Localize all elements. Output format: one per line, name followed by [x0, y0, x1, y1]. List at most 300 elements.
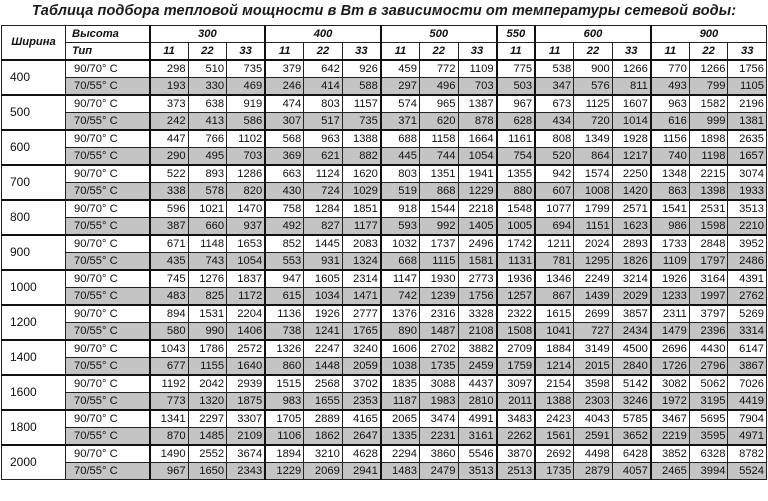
value-cell: 3164 — [689, 270, 728, 288]
value-cell: 522 — [150, 165, 189, 183]
value-cell: 1054 — [458, 148, 497, 166]
value-cell: 3474 — [419, 410, 458, 428]
value-cell: 1102 — [227, 130, 266, 148]
value-cell: 2218 — [458, 200, 497, 218]
value-cell: 1733 — [651, 235, 690, 253]
value-cell: 1387 — [458, 95, 497, 113]
table-row — [2, 463, 767, 480]
value-cell: 4991 — [458, 410, 497, 428]
value-cell: 387 — [150, 218, 189, 236]
value-cell: 1483 — [381, 463, 420, 480]
value-cell: 967 — [150, 463, 189, 480]
table-row — [2, 288, 767, 306]
value-cell: 1109 — [651, 253, 690, 271]
value-cell: 1926 — [651, 270, 690, 288]
value-cell: 999 — [689, 113, 728, 131]
value-cell: 1324 — [342, 253, 381, 271]
type-header-cell: 11 — [497, 43, 536, 61]
value-cell: 492 — [265, 218, 304, 236]
value-cell: 673 — [535, 95, 574, 113]
value-cell: 947 — [265, 270, 304, 288]
type-header-cell: 22 — [574, 43, 613, 61]
value-cell: 2777 — [342, 305, 381, 323]
value-cell: 2059 — [342, 358, 381, 376]
value-cell: 2568 — [304, 375, 343, 393]
value-cell: 1198 — [689, 148, 728, 166]
value-cell: 735 — [227, 60, 266, 78]
table-row — [2, 113, 767, 131]
temperature-label: 70/55° С — [66, 358, 150, 376]
value-cell: 3074 — [728, 165, 767, 183]
table-row — [2, 393, 767, 411]
value-cell: 1148 — [188, 235, 227, 253]
value-cell: 1192 — [150, 375, 189, 393]
value-cell: 1341 — [150, 410, 189, 428]
value-cell: 347 — [535, 78, 574, 96]
value-cell: 2396 — [689, 323, 728, 341]
width-cell: 1600 — [2, 375, 66, 410]
value-cell: 1544 — [419, 200, 458, 218]
temperature-label: 90/70° С — [66, 200, 150, 218]
value-cell: 2294 — [381, 445, 420, 463]
value-cell: 574 — [381, 95, 420, 113]
width-cell: 1400 — [2, 340, 66, 375]
value-cell: 852 — [265, 235, 304, 253]
value-cell: 338 — [150, 183, 189, 201]
value-cell: 878 — [458, 113, 497, 131]
value-cell: 1172 — [227, 288, 266, 306]
value-cell: 445 — [381, 148, 420, 166]
value-cell: 3513 — [458, 463, 497, 480]
value-cell: 1177 — [342, 218, 381, 236]
value-cell: 863 — [651, 183, 690, 201]
value-cell: 8782 — [728, 445, 767, 463]
value-cell: 740 — [651, 148, 690, 166]
value-cell: 3307 — [227, 410, 266, 428]
width-cell: 900 — [2, 235, 66, 270]
value-cell: 1797 — [689, 253, 728, 271]
width-cell: 1800 — [2, 410, 66, 445]
temperature-label: 90/70° С — [66, 270, 150, 288]
table-row — [2, 130, 767, 148]
value-cell: 1398 — [689, 183, 728, 201]
type-header-cell: 22 — [188, 43, 227, 61]
table-row — [2, 375, 767, 393]
value-cell: 803 — [304, 95, 343, 113]
value-cell: 918 — [381, 200, 420, 218]
value-cell: 2486 — [728, 253, 767, 271]
value-cell: 2434 — [612, 323, 651, 341]
value-cell: 459 — [381, 60, 420, 78]
value-cell: 469 — [227, 78, 266, 96]
width-cell: 2000 — [2, 445, 66, 480]
value-cell: 1187 — [381, 393, 420, 411]
table-row — [2, 253, 767, 271]
value-cell: 1233 — [651, 288, 690, 306]
value-cell: 1705 — [265, 410, 304, 428]
value-cell: 1041 — [535, 323, 574, 341]
value-cell: 1014 — [612, 113, 651, 131]
value-cell: 3674 — [227, 445, 266, 463]
value-cell: 1928 — [612, 130, 651, 148]
value-cell: 1239 — [419, 288, 458, 306]
value-cell: 2879 — [574, 463, 613, 480]
value-cell: 1487 — [419, 323, 458, 341]
value-cell: 2353 — [342, 393, 381, 411]
value-cell: 825 — [188, 288, 227, 306]
value-cell: 882 — [342, 148, 381, 166]
value-cell: 430 — [265, 183, 304, 201]
value-cell: 1266 — [612, 60, 651, 78]
value-cell: 727 — [574, 323, 613, 341]
value-cell: 3952 — [728, 235, 767, 253]
value-cell: 2773 — [458, 270, 497, 288]
value-cell: 3867 — [728, 358, 767, 376]
height-header-550: 550 — [497, 26, 536, 43]
value-cell: 1851 — [342, 200, 381, 218]
value-cell: 413 — [188, 113, 227, 131]
value-cell: 496 — [419, 78, 458, 96]
value-cell: 2215 — [689, 165, 728, 183]
value-cell: 1388 — [535, 393, 574, 411]
value-cell: 3161 — [458, 428, 497, 446]
table-row — [2, 358, 767, 376]
value-cell: 2262 — [497, 428, 536, 446]
value-cell: 1581 — [458, 253, 497, 271]
value-cell: 2647 — [342, 428, 381, 446]
value-cell: 1054 — [227, 253, 266, 271]
value-cell: 663 — [265, 165, 304, 183]
value-cell: 2496 — [458, 235, 497, 253]
temperature-label: 90/70° С — [66, 235, 150, 253]
value-cell: 1541 — [651, 200, 690, 218]
value-cell: 2314 — [342, 270, 381, 288]
value-cell: 1972 — [651, 393, 690, 411]
value-cell: 1862 — [304, 428, 343, 446]
temperature-label: 90/70° С — [66, 410, 150, 428]
value-cell: 620 — [419, 113, 458, 131]
value-cell: 1376 — [381, 305, 420, 323]
value-cell: 1157 — [342, 95, 381, 113]
value-cell: 2196 — [728, 95, 767, 113]
value-cell: 1508 — [497, 323, 536, 341]
value-cell: 1756 — [728, 60, 767, 78]
table-header — [2, 26, 767, 61]
temperature-label: 70/55° С — [66, 428, 150, 446]
value-cell: 3210 — [304, 445, 343, 463]
value-cell: 2204 — [227, 305, 266, 323]
value-cell: 967 — [497, 95, 536, 113]
value-cell: 2571 — [612, 200, 651, 218]
height-header-300: 300 — [150, 26, 266, 43]
value-cell: 621 — [304, 148, 343, 166]
type-header-cell: 33 — [612, 43, 651, 61]
table-row — [2, 200, 767, 218]
value-cell: 880 — [497, 183, 536, 201]
value-cell: 744 — [419, 148, 458, 166]
width-cell: 1000 — [2, 270, 66, 305]
value-cell: 593 — [381, 218, 420, 236]
value-cell: 510 — [188, 60, 227, 78]
value-cell: 517 — [304, 113, 343, 131]
value-cell: 2249 — [574, 270, 613, 288]
table-row — [2, 183, 767, 201]
value-cell: 1799 — [574, 200, 613, 218]
value-cell: 297 — [381, 78, 420, 96]
value-cell: 660 — [188, 218, 227, 236]
value-cell: 1875 — [227, 393, 266, 411]
temperature-label: 90/70° С — [66, 340, 150, 358]
value-cell: 1655 — [304, 393, 343, 411]
value-cell: 1898 — [689, 130, 728, 148]
type-header-cell: 11 — [381, 43, 420, 61]
value-cell: 1320 — [188, 393, 227, 411]
temperature-label: 90/70° С — [66, 445, 150, 463]
value-cell: 2893 — [612, 235, 651, 253]
value-cell: 2692 — [535, 445, 574, 463]
value-cell: 864 — [574, 148, 613, 166]
value-cell: 414 — [304, 78, 343, 96]
value-cell: 1936 — [497, 270, 536, 288]
type-row-label: Тип — [66, 43, 150, 61]
type-header-cell: 33 — [342, 43, 381, 61]
value-cell: 3088 — [419, 375, 458, 393]
value-cell: 2810 — [458, 393, 497, 411]
value-cell: 2939 — [227, 375, 266, 393]
height-header-row — [2, 26, 767, 43]
value-cell: 474 — [265, 95, 304, 113]
temperature-label: 70/55° С — [66, 253, 150, 271]
value-cell: 4057 — [612, 463, 651, 480]
value-cell: 963 — [651, 95, 690, 113]
value-cell: 1021 — [188, 200, 227, 218]
value-cell: 3598 — [574, 375, 613, 393]
value-cell: 7904 — [728, 410, 767, 428]
value-cell: 6328 — [689, 445, 728, 463]
value-cell: 4391 — [728, 270, 767, 288]
value-cell: 1405 — [458, 218, 497, 236]
value-cell: 1894 — [265, 445, 304, 463]
value-cell: 1759 — [497, 358, 536, 376]
value-cell: 628 — [497, 113, 536, 131]
height-row-label: Высота — [66, 26, 150, 43]
value-cell: 868 — [419, 183, 458, 201]
value-cell: 2941 — [342, 463, 381, 480]
value-cell: 1470 — [227, 200, 266, 218]
value-cell: 2247 — [304, 340, 343, 358]
value-cell: 931 — [304, 253, 343, 271]
value-cell: 671 — [150, 235, 189, 253]
value-cell: 6428 — [612, 445, 651, 463]
value-cell: 1582 — [689, 95, 728, 113]
value-cell: 1765 — [342, 323, 381, 341]
value-cell: 1032 — [381, 235, 420, 253]
value-cell: 1664 — [458, 130, 497, 148]
value-cell: 576 — [574, 78, 613, 96]
value-cell: 3860 — [419, 445, 458, 463]
value-cell: 2840 — [612, 358, 651, 376]
value-cell: 1406 — [227, 323, 266, 341]
value-cell: 1640 — [227, 358, 266, 376]
value-cell: 1490 — [150, 445, 189, 463]
height-header-600: 600 — [535, 26, 651, 43]
temperature-label: 70/55° С — [66, 288, 150, 306]
value-cell: 1735 — [419, 358, 458, 376]
value-cell: 2796 — [689, 358, 728, 376]
value-cell: 2889 — [304, 410, 343, 428]
value-cell: 1351 — [419, 165, 458, 183]
value-cell: 770 — [651, 60, 690, 78]
value-cell: 2065 — [381, 410, 420, 428]
value-cell: 3195 — [689, 393, 728, 411]
value-cell: 860 — [265, 358, 304, 376]
value-cell: 616 — [651, 113, 690, 131]
value-cell: 688 — [381, 130, 420, 148]
type-header-cell: 33 — [728, 43, 767, 61]
temperature-label: 90/70° С — [66, 375, 150, 393]
value-cell: 1034 — [304, 288, 343, 306]
value-cell: 2848 — [689, 235, 728, 253]
temperature-label: 70/55° С — [66, 393, 150, 411]
value-cell: 992 — [419, 218, 458, 236]
value-cell: 1388 — [342, 130, 381, 148]
temperature-label: 70/55° С — [66, 323, 150, 341]
value-cell: 2572 — [227, 340, 266, 358]
value-cell: 1605 — [304, 270, 343, 288]
value-cell: 1125 — [574, 95, 613, 113]
value-cell: 1109 — [458, 60, 497, 78]
value-cell: 3240 — [342, 340, 381, 358]
value-cell: 1284 — [304, 200, 343, 218]
value-cell: 447 — [150, 130, 189, 148]
value-cell: 1136 — [265, 305, 304, 323]
value-cell: 2231 — [419, 428, 458, 446]
value-cell: 893 — [188, 165, 227, 183]
value-cell: 1156 — [651, 130, 690, 148]
value-cell: 2552 — [188, 445, 227, 463]
value-cell: 694 — [535, 218, 574, 236]
table-row — [2, 165, 767, 183]
value-cell: 1726 — [651, 358, 690, 376]
value-cell: 1005 — [497, 218, 536, 236]
value-cell: 4498 — [574, 445, 613, 463]
value-cell: 2531 — [689, 200, 728, 218]
value-cell: 1479 — [651, 323, 690, 341]
value-cell: 298 — [150, 60, 189, 78]
value-cell: 3857 — [612, 305, 651, 323]
value-cell: 369 — [265, 148, 304, 166]
table-row — [2, 410, 767, 428]
value-cell: 781 — [535, 253, 574, 271]
value-cell: 2459 — [458, 358, 497, 376]
value-cell: 330 — [188, 78, 227, 96]
value-cell: 1217 — [612, 148, 651, 166]
width-cell: 700 — [2, 165, 66, 200]
value-cell: 775 — [497, 60, 536, 78]
value-cell: 965 — [419, 95, 458, 113]
value-cell: 3467 — [651, 410, 690, 428]
value-cell: 3513 — [728, 200, 767, 218]
value-cell: 1983 — [419, 393, 458, 411]
value-cell: 703 — [458, 78, 497, 96]
value-cell: 743 — [188, 253, 227, 271]
value-cell: 2316 — [419, 305, 458, 323]
value-cell: 1561 — [535, 428, 574, 446]
value-cell: 1615 — [535, 305, 574, 323]
value-cell: 1266 — [689, 60, 728, 78]
value-cell: 503 — [497, 78, 536, 96]
value-cell: 638 — [188, 95, 227, 113]
value-cell: 1211 — [535, 235, 574, 253]
value-cell: 3882 — [458, 340, 497, 358]
value-cell: 3314 — [728, 323, 767, 341]
width-cell: 800 — [2, 200, 66, 235]
value-cell: 2297 — [188, 410, 227, 428]
value-cell: 520 — [535, 148, 574, 166]
value-cell: 553 — [265, 253, 304, 271]
value-cell: 867 — [535, 288, 574, 306]
heat-output-table — [1, 25, 767, 480]
value-cell: 811 — [612, 78, 651, 96]
temperature-label: 90/70° С — [66, 60, 150, 78]
height-header-500: 500 — [381, 26, 497, 43]
value-cell: 1930 — [419, 270, 458, 288]
value-cell: 5785 — [612, 410, 651, 428]
value-cell: 1158 — [419, 130, 458, 148]
value-cell: 2083 — [342, 235, 381, 253]
value-cell: 773 — [150, 393, 189, 411]
value-cell: 1445 — [304, 235, 343, 253]
table-row — [2, 218, 767, 236]
value-cell: 290 — [150, 148, 189, 166]
value-cell: 1349 — [574, 130, 613, 148]
value-cell: 766 — [188, 130, 227, 148]
type-header-cell: 22 — [419, 43, 458, 61]
value-cell: 2015 — [574, 358, 613, 376]
table-row — [2, 428, 767, 446]
value-cell: 2011 — [497, 393, 536, 411]
value-cell: 5269 — [728, 305, 767, 323]
value-cell: 900 — [574, 60, 613, 78]
width-column-header: Ширина — [2, 26, 66, 61]
value-cell: 1115 — [419, 253, 458, 271]
value-cell: 2635 — [728, 130, 767, 148]
type-header-cell: 33 — [458, 43, 497, 61]
value-cell: 1653 — [227, 235, 266, 253]
value-cell: 1346 — [535, 270, 574, 288]
value-cell: 1229 — [458, 183, 497, 201]
value-cell: 942 — [535, 165, 574, 183]
value-cell: 2024 — [574, 235, 613, 253]
value-cell: 2154 — [535, 375, 574, 393]
value-cell: 3870 — [497, 445, 536, 463]
value-cell: 1295 — [574, 253, 613, 271]
value-cell: 1326 — [265, 340, 304, 358]
value-cell: 870 — [150, 428, 189, 446]
value-cell: 580 — [150, 323, 189, 341]
value-cell: 1485 — [188, 428, 227, 446]
value-cell: 2479 — [419, 463, 458, 480]
value-cell: 742 — [381, 288, 420, 306]
value-cell: 2029 — [612, 288, 651, 306]
value-cell: 3214 — [612, 270, 651, 288]
value-cell: 963 — [304, 130, 343, 148]
value-cell: 4628 — [342, 445, 381, 463]
table-body — [2, 60, 767, 480]
value-cell: 1548 — [497, 200, 536, 218]
value-cell: 919 — [227, 95, 266, 113]
value-cell: 435 — [150, 253, 189, 271]
